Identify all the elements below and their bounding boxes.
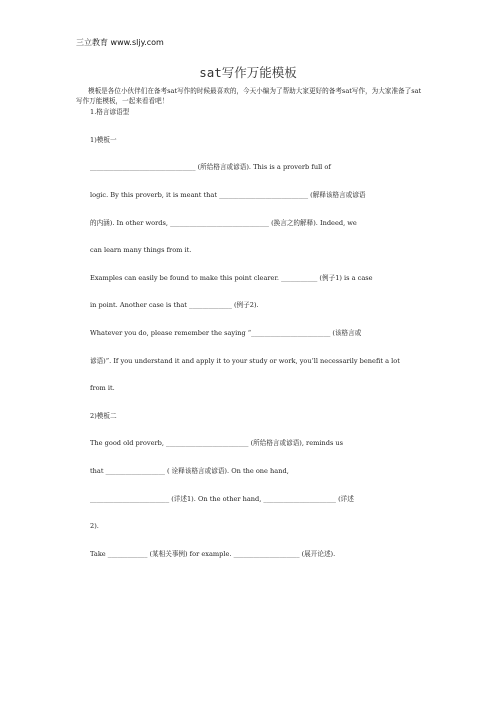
site-header: 三立教育 www.sljy.com <box>76 38 164 47</box>
template1-heading: 1)模板一 <box>90 135 117 144</box>
template2-line-5: Take ____________ (某相关事例) for example. ____________________ (展开论述). <box>90 549 336 558</box>
template2-line-1: The good old proverb, _________________________ (所给格言或谚语), reminds us <box>90 439 344 448</box>
section-heading: 1.格言谚语型 <box>90 108 130 117</box>
template2-line-3: ________________________ (详述1). On the other hand, ______________________ (详述 <box>90 494 354 503</box>
template1-line-6: in point. Another case is that _____________ (例子2). <box>90 301 259 310</box>
intro-paragraph: 模板是各位小伙伴们在备考sat写作的时候最喜欢的，今天小编为了帮助大家更好的备考sat写作，为大家准备了sat写作万能模板，一起来看看吧！ <box>76 87 422 105</box>
template1-line-9: from it. <box>90 384 115 393</box>
template1-line-1: ________________________________ (所给格言或谚语). This is a proverb full of <box>90 163 331 172</box>
template1-line-8: 谚语)”. If you understand it and apply it to your study or work, you’ll necessarily benefit a lot <box>90 356 400 365</box>
document-body <box>76 87 422 559</box>
template2-line-4: 2). <box>90 522 99 531</box>
template1-line-3: 的内涵). In other words, ______________________________ (换言之的解释). Indeed, we <box>90 218 357 227</box>
template2-heading: 2)模板二 <box>90 411 117 420</box>
template2-line-2: that __________________ ( 诠释该格言或谚语). On the one hand, <box>90 466 289 475</box>
template1-line-7: Whatever you do, please remember the saying “________________________ (该格言或 <box>90 328 362 337</box>
template1-line-2: logic. By this proverb, it is meant that ___________________________ (解释该格言或谚语 <box>90 190 366 199</box>
template1-line-5: Examples can easily be found to make this point clearer. ___________ (例子1) is a case <box>90 273 373 282</box>
page-title: sat写作万能模板 <box>199 65 297 80</box>
template1-line-4: can learn many things from it. <box>90 246 192 255</box>
